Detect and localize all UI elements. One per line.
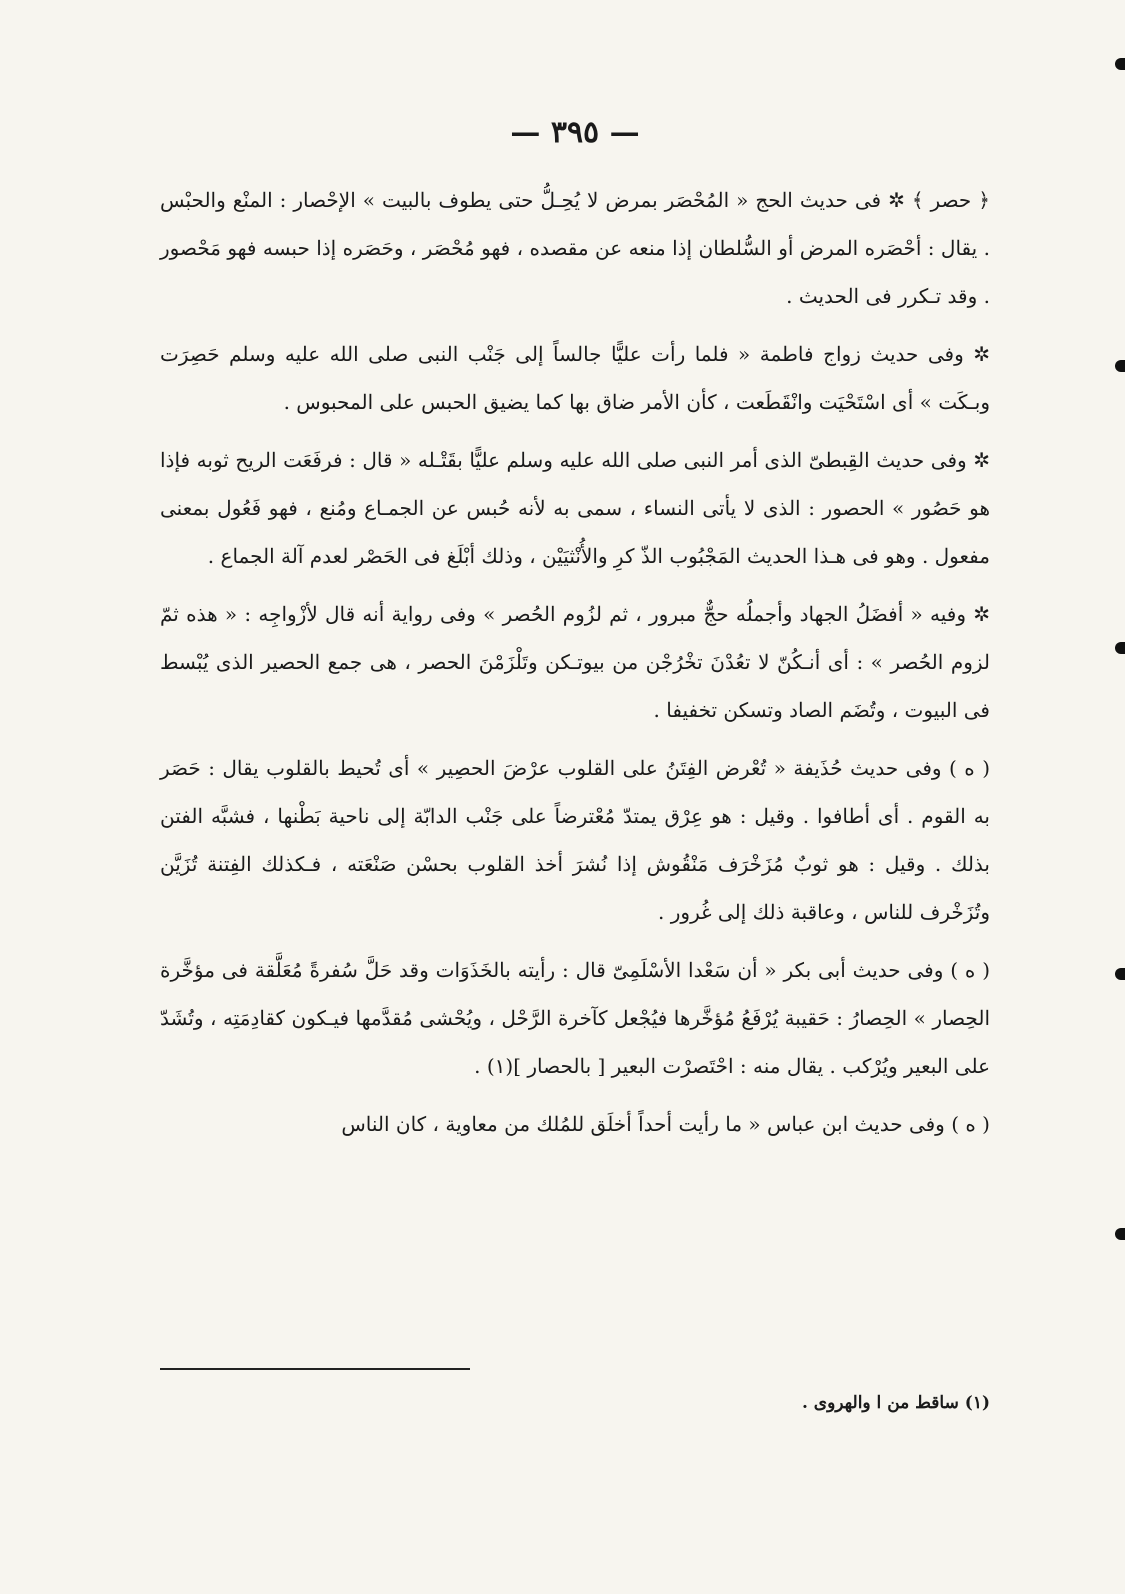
scan-edge-mark <box>1115 642 1125 654</box>
footnote-divider <box>160 1368 470 1370</box>
scan-edge-mark <box>1115 360 1125 372</box>
paragraph-hasr-entry: ﴿ حصر ﴾ ✲ فى حديث الحج « المُحْصَر بمرض لا يُحِـلُّ حتى يطوف بالبيت » الإحْصار : المنْع والحبْس . يقال : أحْصَره المرض أو السُّلطان إذا منعه عن مقصده ، فهو مُحْصَر ، وحَصَره إذا حبسه فهو مَحْصور . وقد تـكرر فى الحديث . <box>160 188 990 308</box>
page-number: — ٣٩٥ — <box>510 115 640 150</box>
paragraph-ibn-abbas-hadith: ( ه ) وفى حديث ابن عباس « ما رأيت أحداً أخلَق للمُلك من معاوية ، كان الناس <box>341 1112 990 1136</box>
scan-edge-mark <box>1115 968 1125 980</box>
paragraph-hudhayfa-hadith: ( ه ) وفى حديث حُذَيفة « تُعْرض الفِتَنُ على القلوب عرْضَ الحصِير » أى تُحيط بالقلوب يقال : حَصَر به القوم . أى أطافوا . وقيل : هو عِرْق يمتدّ مُعْترضاً على جَنْب الدابّة إلى ناحية بَطْنها ، فشبَّه الفتن بذلك . وقيل : هو ثوبٌ مُزَخْرَف مَنْقُوش إذا نُشرَ أخذ القلوب بحسْن صَنْعَته ، فـكذلك الفِتنة تُزَيَّن وتُزَخْرف للناس ، وعاقبة ذلك إلى غُرور . <box>160 756 990 924</box>
document-page <box>160 110 990 1550</box>
paragraph-qibti-hadith: ✲ وفى حديث القِبطىّ الذى أمر النبى صلى الله عليه وسلم عليًّا بقَتْـله « قال : فرفَعَت الريح ثوبه فإذا هو حَصُور » الحصور : الذى لا يأتى النساء ، سمى به لأنه حُبس عن الجمـاع ومُنع ، فهو فَعُول بمعنى مفعول . وهو فى هـذا الحديث المَجْبُوب الذّ كرِ والأُنْثيَيْن ، وذلك أبْلَغ فى الحَصْر لعدم آلة الجماع . <box>160 448 991 568</box>
paragraph-abu-bakr-hadith: ( ه ) وفى حديث أبى بكر « أن سَعْدا الأسْلَمِىّ قال : رأيته بالخَذَوَات وقد حَلَّ سُفرةً مُعَلَّقة فى مؤخَّرة الحِصار » الحِصارُ : حَقيبة يُرْفَعُ مُؤخَّرها فيُجْعل كآخرة الرَّحْل ، ويُحْشى مُقدَّمها فيـكون كقادِمَتِه ، وتُشَدّ على البعير ويُرْكب . يقال منه : احْتَصرْت البعير [ بالحصار ](١) . <box>160 958 990 1078</box>
scan-edge-mark <box>1115 58 1125 70</box>
scan-edge-mark <box>1115 1228 1125 1240</box>
paragraph-fatima-marriage: ✲ وفى حديث زواج فاطمة « فلما رأت عليًّا جالساً إلى جَنْب النبى صلى الله عليه وسلم حَصِرَت وبـكَت » أى اسْتَحْيَت وانْقَطَعت ، كأن الأمر ضاق بها كما يضيق الحبس على المحبوس . <box>160 342 990 414</box>
footnote: (١) ساقط من ا والهروى . <box>801 1393 990 1413</box>
paragraph-best-jihad: ✲ وفيه « أفضَلُ الجهاد وأجملُه حجٌّ مبرور ، ثم لزُوم الحُصر » وفى رواية أنه قال لأزْواجِه : « هذه ثمّ لزوم الحُصر » : أى أنـكُنّ لا تعُدْنَ تخْرُجْن من بيوتـكن وتَلْزَمْنَ الحصر ، هى جمع الحصير الذى يُبْسط فى البيوت ، وتُضَم الصاد وتسكن تخفيفا . <box>160 602 990 722</box>
